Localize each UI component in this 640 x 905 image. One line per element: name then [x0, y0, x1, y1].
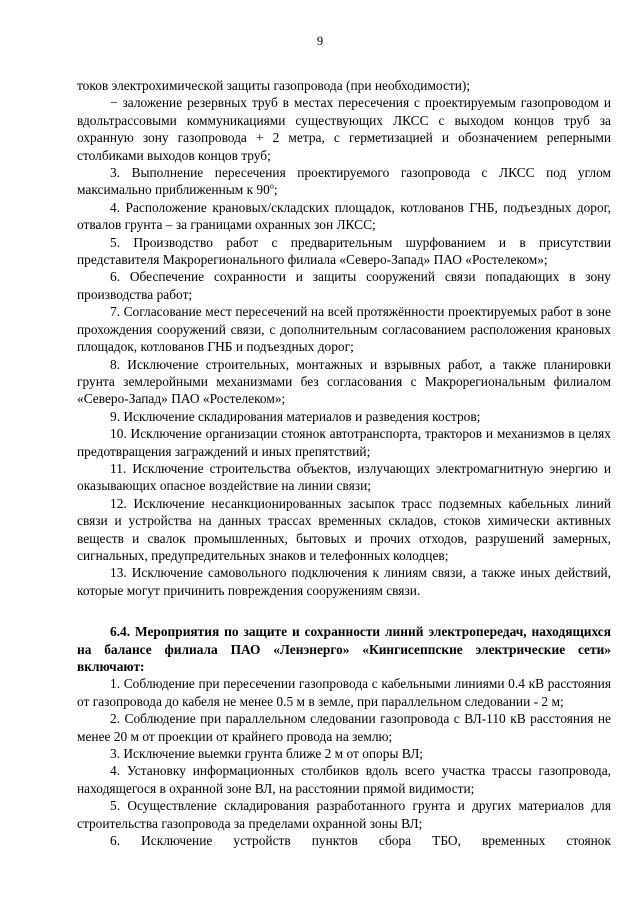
list-item: 6. Обеспечение сохранности и защиты сооружений связи попадающих в зону производства работ; — [77, 269, 611, 302]
section-heading: 6.4. Мероприятия по защите и сохранности линий электропередач, находящихся на балансе филиала ПАО «Ленэнерго» «Кингисеппские электрические сети» включают: — [77, 624, 611, 674]
list-item: 7. Согласование мест пересечений на всей протяжённости проектируемых работ в зоне прохождения сооружений связи, с дополнительным согласованием расположения крановых площадок, котлованов ГНБ и подъездных дорог; — [77, 304, 611, 355]
list-item: 12. Исключение несанкционированных засыпок трасс подземных кабельных линий связи и устройства на данных трассах временных складов, стоков химически активных веществ и свалок промышленных, бытовых и прочих отходов, разрушений замерных, сигнальных, предупредительных знаков и телефонных колодцев; — [77, 495, 611, 563]
list-item: 10. Исключение организации стоянок автотранспорта, тракторов и механизмов в целях предотвращения заграждений и иных препятствий; — [77, 426, 611, 459]
page-number: 9 — [316, 34, 324, 48]
degree-sign: o — [269, 181, 274, 191]
list-item-text: 3. Выполнение пересечения проектируемого газопровода с ЛКСС под углом максимально приближенным к 90 — [77, 165, 611, 198]
list-item: 3. Исключение выемки грунта ближе 2 м от опоры ВЛ; — [110, 746, 424, 762]
list-item: 5. Осуществление складирования разработанного грунта и других материалов для строительства газопровода за пределами охранной зоны ВЛ; — [77, 798, 611, 831]
list-item: 4. Установку информационных столбиков вдоль всего участка трассы газопровода, находящегося в охранной зоне ВЛ, на расстоянии прямой видимости; — [77, 763, 611, 796]
paragraph-continuation: токов электрохимической защиты газопровода (при необходимости); — [77, 78, 471, 93]
list-item: 1. Соблюдение при пересечении газопровода с кабельными линиями 0.4 кВ расстояния от газопровода до кабеля не менее 0.5 м в земле, при параллельном следовании - 2 м; — [77, 676, 611, 709]
list-item: 11. Исключение строительства объектов, излучающих электромагнитную энергию и оказывающих опасное воздействие на линии связи; — [77, 460, 611, 494]
list-item: 9. Исключение складирования материалов и разведения костров; — [110, 408, 481, 424]
document-body — [77, 77, 611, 849]
list-item-tail: ; — [273, 182, 278, 198]
list-item: − заложение резервных труб в местах пересечения с проектируемым газопроводом и вдольтрассовыми коммуникациями существующих ЛКСС с выходом концов труб за охранную зону газопровода + 2 метра, с герметизацией и обозначением реперными столбиками выходов концов труб; — [77, 95, 611, 163]
list-item: 13. Исключение самовольного подключения к линиям связи, а также иных действий, которые могут причинить повреждения сооружениям связи. — [77, 565, 611, 598]
list-item: 2. Соблюдение при параллельном следовании газопровода с ВЛ-110 кВ расстояния не менее 20 м от проекции от крайнего провода на землю; — [77, 711, 611, 744]
list-item: 6. Исключение устройств пунктов сбора ТБО, временных стоянок — [110, 833, 611, 849]
list-item — [77, 164, 611, 199]
list-item: 8. Исключение строительных, монтажных и взрывных работ, а также планировки грунта землеройными механизмами без согласования с Макрорегиональным филиалом «Северо-Запад» ПАО «Ростелеком»; — [77, 356, 611, 407]
section-spacer — [77, 599, 611, 623]
list-item: 5. Производство работ с предварительным шурфованием и в присутствии представителя Макрорегионального филиала «Северо-Запад» ПАО «Ростелеком»; — [77, 234, 611, 268]
list-item: 4. Расположение крановых/складских площадок, котлованов ГНБ, подъездных дорог, отвалов грунта – за границами охранных зон ЛКСС; — [77, 199, 611, 233]
